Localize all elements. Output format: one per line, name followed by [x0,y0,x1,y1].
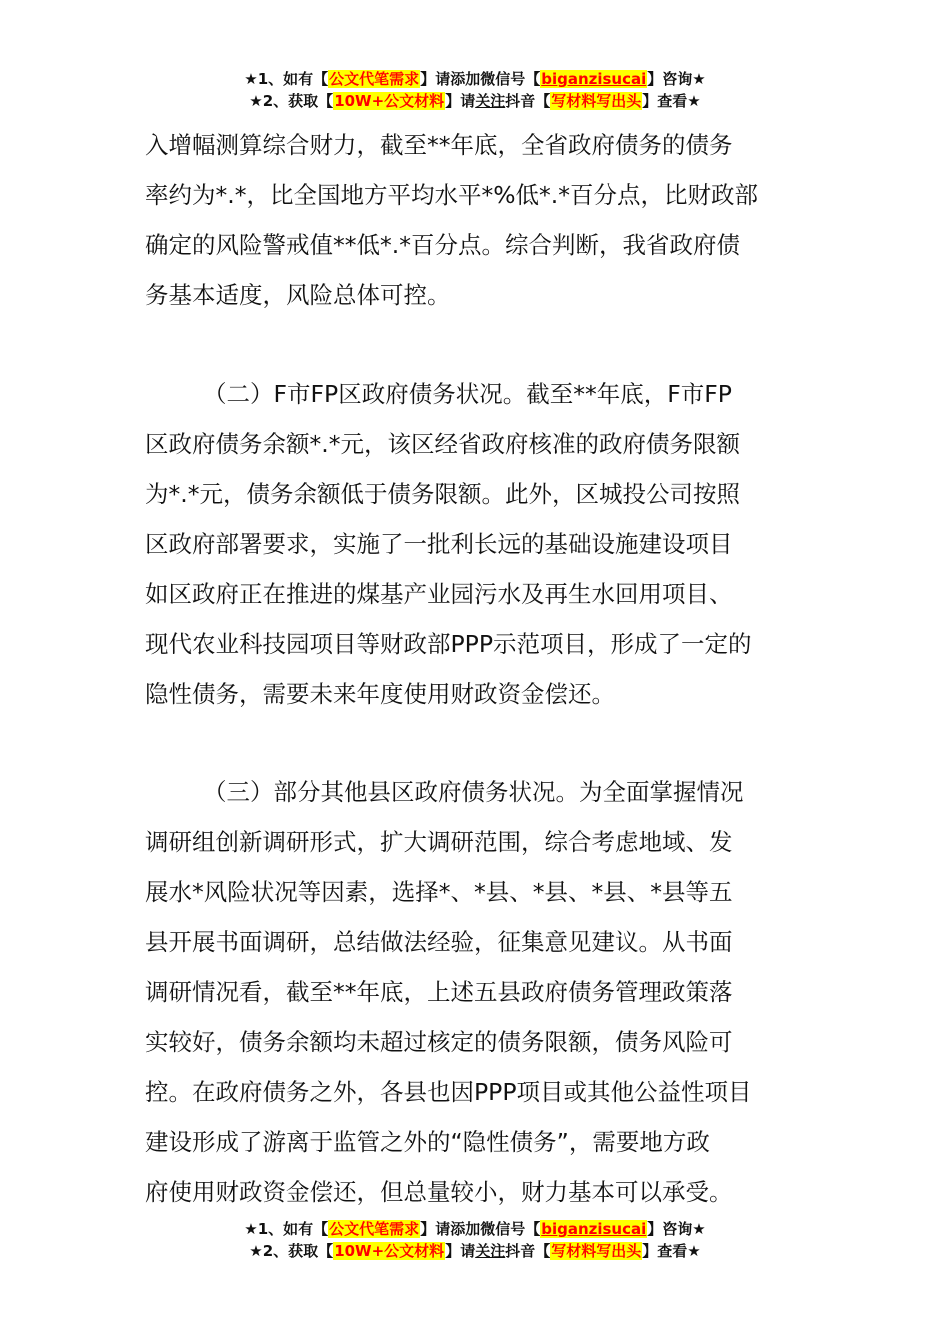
text-line: 县开展书面调研，总结做法经验，征集意见建议。从书面 [145,928,733,956]
text-line: 区政府债务余额*.*元，该区经省政府核准的政府债务限额 [145,430,740,458]
header-banner [0,68,950,112]
text-line: 务基本适度，风险总体可控。 [145,281,451,309]
text-line: 率约为*.*，比全国地方平均水平*%低*.*百分点，比财政部 [145,181,759,209]
follow-link[interactable]: 关注 [475,92,506,110]
highlight-materials: 10W+公文材料 [334,92,445,110]
text-line: 控。在政府债务之外，各县也因PPP项目或其他公益性项目 [145,1078,752,1106]
banner-text: 】请 [445,1242,476,1260]
paragraph-province-debt [145,120,810,320]
text-line: 入增幅测算综合财力，截至**年底，全省政府债务的债务 [145,131,733,159]
highlight-service: 公文代笔需求 [329,1220,420,1238]
banner-line-2 [0,1240,950,1262]
banner-line-1 [0,1218,950,1240]
follow-link[interactable]: 关注 [475,1242,506,1260]
highlight-materials: 10W+公文材料 [334,1242,445,1260]
paragraph-district-debt [145,369,810,719]
banner-text: 】请添加微信号【 [420,1220,541,1238]
banner-text: 】查看★ [642,92,701,110]
banner-text: ★1、如有【 [244,70,329,88]
text-line: （三）部分其他县区政府债务状况。为全面掌握情况 [203,778,744,806]
text-line: 如区政府正在推进的煤基产业园污水及再生水回用项目、 [145,580,733,608]
highlight-account: 写材料写出头 [551,1242,642,1260]
text-line: 现代农业科技园项目等财政部PPP示范项目，形成了一定的 [145,630,752,658]
highlight-account: 写材料写出头 [551,92,642,110]
banner-text: 】咨询★ [647,1220,706,1238]
banner-line-2 [0,90,950,112]
text-line: 府使用财政资金偿还，但总量较小，财力基本可以承受。 [145,1178,733,1206]
banner-line-1 [0,68,950,90]
text-line: （二）F市FP区政府债务状况。截至**年底，F市FP [203,380,732,408]
text-line: 调研组创新调研形式，扩大调研范围，综合考虑地域、发 [145,828,733,856]
footer-banner [0,1218,950,1262]
paragraph-county-debt [145,767,810,1217]
highlight-service: 公文代笔需求 [329,70,420,88]
text-line: 展水*风险状况等因素，选择*、*县、*县、*县、*县等五 [145,878,733,906]
text-line: 区政府部署要求，实施了一批利长远的基础设施建设项目 [145,530,733,558]
banner-text: ★1、如有【 [244,1220,329,1238]
banner-text: ★2、获取【 [249,1242,334,1260]
text-line: 调研情况看，截至**年底，上述五县政府债务管理政策落 [145,978,733,1006]
banner-text: 】咨询★ [647,70,706,88]
banner-text: 】请添加微信号【 [420,70,541,88]
text-line: 隐性债务，需要未来年度使用财政资金偿还。 [145,680,615,708]
text-line: 为*.*元，债务余额低于债务限额。此外，区城投公司按照 [145,480,740,508]
banner-text: 】查看★ [642,1242,701,1260]
text-line: 确定的风险警戒值**低*.*百分点。综合判断，我省政府债 [145,231,740,259]
text-line: 建设形成了游离于监管之外的“隐性债务”，需要地方政 [145,1128,710,1156]
wechat-id-link[interactable]: biganzisucai [541,1220,647,1238]
banner-text: 抖音【 [505,1242,551,1260]
banner-text: 抖音【 [505,92,551,110]
banner-text: ★2、获取【 [249,92,334,110]
wechat-id-link[interactable]: biganzisucai [541,70,647,88]
text-line: 实较好，债务余额均未超过核定的债务限额，债务风险可 [145,1028,733,1056]
banner-text: 】请 [445,92,476,110]
